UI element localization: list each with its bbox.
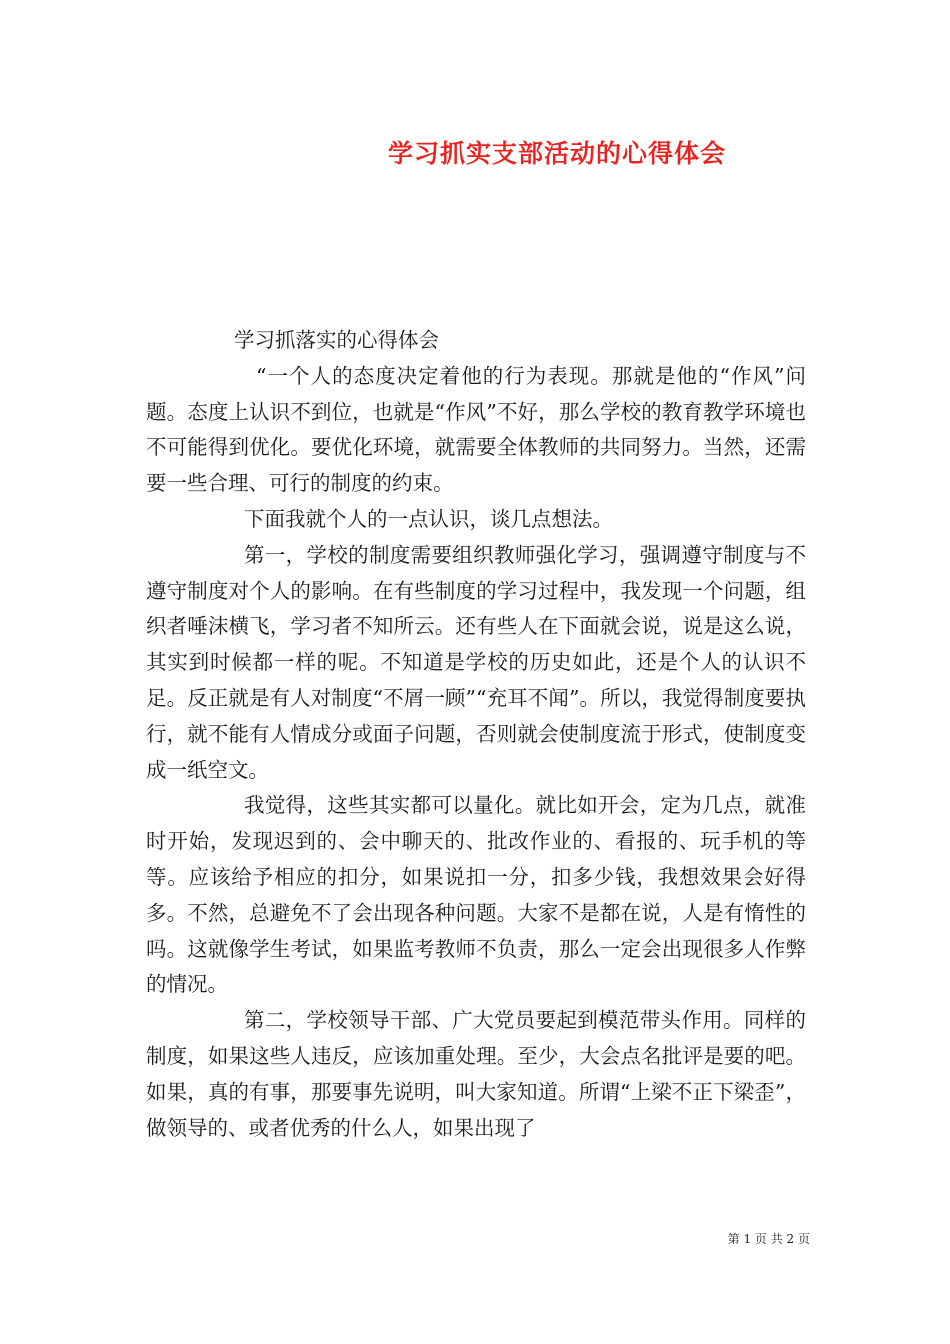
body-paragraph: 第一，学校的制度需要组织教师强化学习，强调遵守制度与不遵守制度对个人的影响。在有些制度的学习过程中，我发现一个问题，组织者唾沫横飞，学习者不知所云。还有些人在下面就会说，说是这么说，其实到时候都一样的呢。不知道是学校的历史如此，还是个人的认识不足。反正就是有人对制度“不屑一顾”“充耳不闻”。所以，我觉得制度要执行，就不能有人情成分或面子问题，否则就会使制度流于形式，使制度变成一纸空文。 (146, 542, 806, 782)
document-subtitle: 学习抓落实的心得体会 (234, 328, 439, 352)
body-paragraph: 第二，学校领导干部、广大党员要起到模范带头作用。同样的制度，如果这些人违反，应该加重处理。至少，大会点名批评是要的吧。如果，真的有事，那要事先说明，叫大家知道。所谓“上梁不正下梁歪”，做领导的、或者优秀的什么人，如果出现了 (146, 1008, 806, 1140)
body-paragraph: 下面我就个人的一点认识，谈几点想法。 (244, 506, 613, 531)
body-paragraph: “一个人的态度决定着他的行为表现。那就是他的“作风”问题。态度上认识不到位，也就是“作风”不好，那么学校的教育教学环境也不可能得到优化。要优化环境，就需要全体教师的共同努力。当然，还需要一些合理、可行的制度的约束。 (146, 363, 806, 496)
document-body (146, 323, 806, 1146)
page-number-footer: 第 1 页 共 2 页 (727, 1232, 810, 1246)
document-title: 学习抓实支部活动的心得体会 (387, 139, 726, 168)
body-paragraph: 我觉得，这些其实都可以量化。就比如开会，定为几点，就准时开始，发现迟到的、会中聊天的、批改作业的、看报的、玩手机的等等。应该给予相应的扣分，如果说扣一分，扣多少钱，我想效果会好得多。不然，总避免不了会出现各种问题。大家不是都在说，人是有惰性的吗。这就像学生考试，如果监考教师不负责，那么一定会出现很多人作弊的情况。 (146, 793, 806, 997)
